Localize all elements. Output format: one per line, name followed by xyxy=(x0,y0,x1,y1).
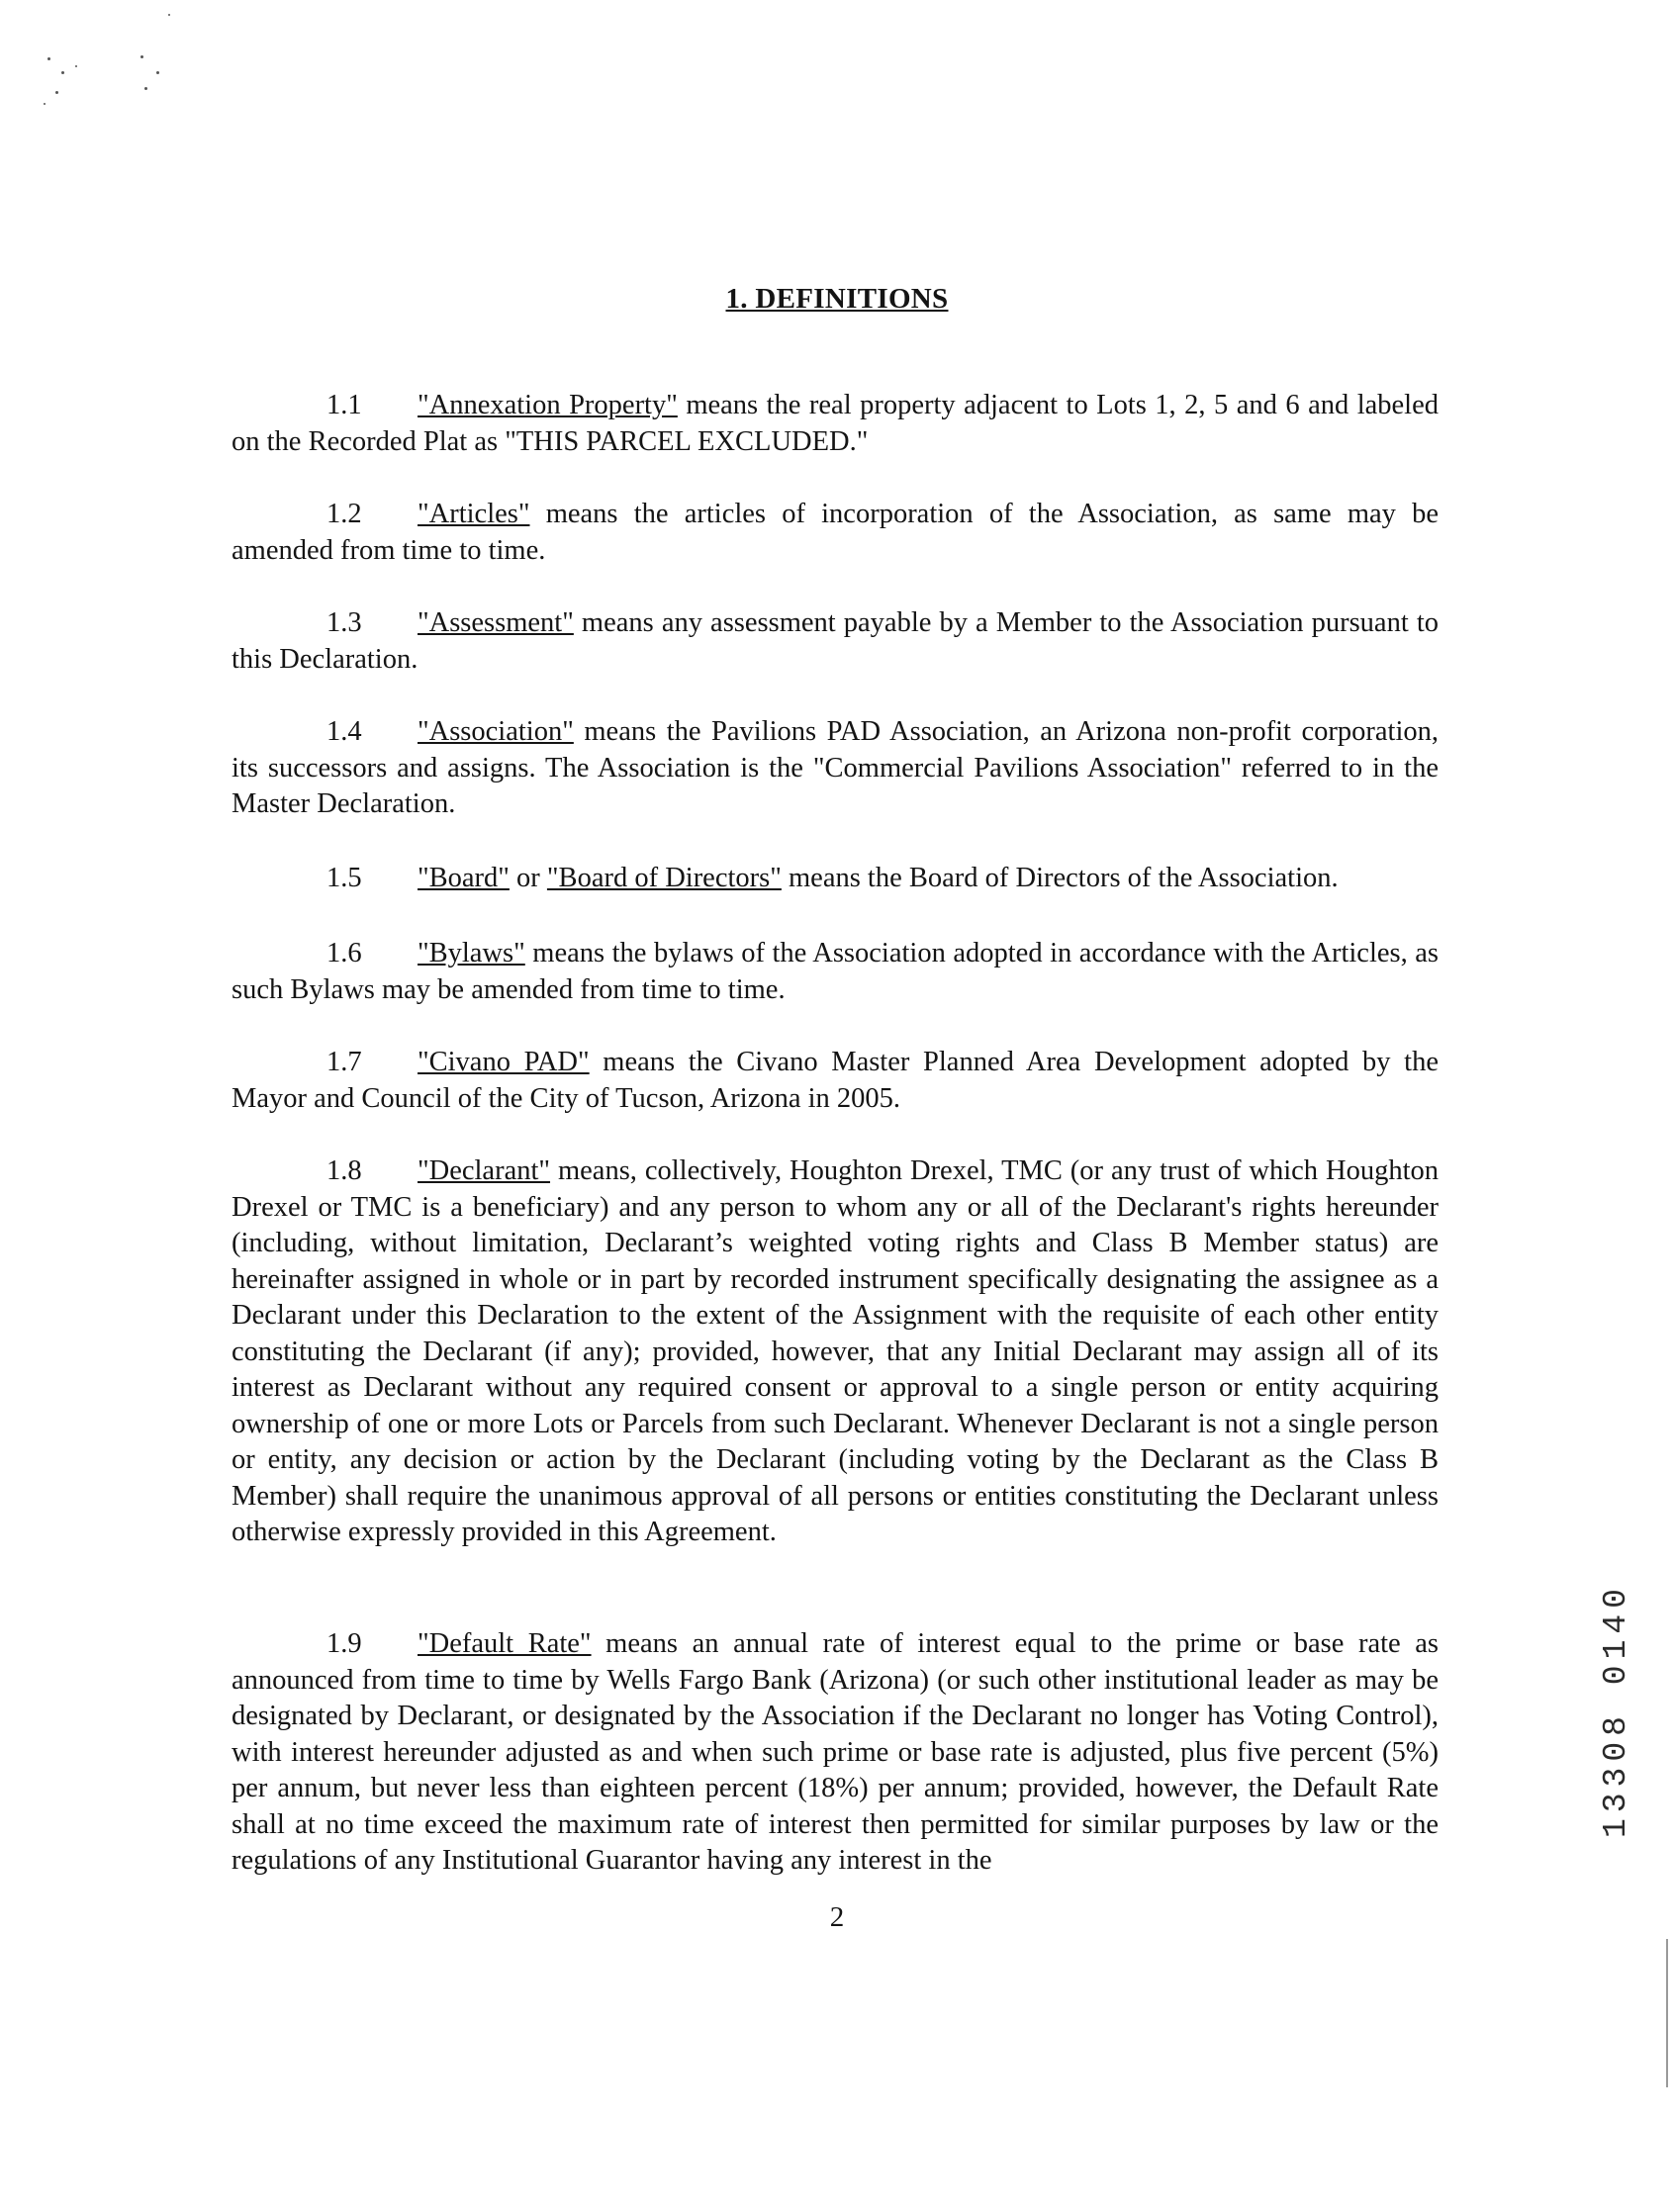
scan-speck xyxy=(144,87,147,90)
definition-number: 1.7 xyxy=(326,1047,362,1077)
recording-number-stamp: 13308 0140 xyxy=(1598,1583,1634,1839)
scan-speck xyxy=(140,55,143,58)
defined-term: "Declarant" xyxy=(418,1155,551,1186)
defined-term: "Default Rate" xyxy=(418,1628,592,1659)
definition-text: means an annual rate of interest equal to the prime or base rate as announced from time to time by Wells Fargo Bank (Arizona) (or such other institutional leader as may be designated by Declarant, or designated by the Association if the Declarant no longer has Voting Control), with interest hereunder adjusted as and when such prime or base rate is adjusted, plus five percent (5%) per annum, but never less than eighteen percent (18%) per annum; provided, however, the Default Rate shall at no time exceed the maximum rate of interest then permitted for similar purposes by law or the regulations of any Institutional Guarantor having any interest in the xyxy=(232,1628,1439,1876)
defined-term: "Association" xyxy=(418,716,574,747)
definition-text: means the real property adjacent to Lots 1, 2, 5 and 6 and labeled on the Recorded Plat as "THIS PARCEL EXCLUDED." xyxy=(232,390,1439,457)
definition-number: 1.1 xyxy=(326,390,362,420)
scan-speck xyxy=(55,91,58,94)
scan-edge-line xyxy=(1666,1939,1668,2087)
definition-text: means the Board of Directors of the Association. xyxy=(781,863,1339,893)
defined-term: "Civano PAD" xyxy=(418,1047,590,1077)
section-heading: 1. DEFINITIONS xyxy=(725,283,949,315)
definition-1-4 xyxy=(232,714,1439,823)
definition-1-5 xyxy=(232,861,1439,897)
scan-speck xyxy=(44,103,46,105)
defined-term: "Articles" xyxy=(418,499,530,529)
definition-1-6 xyxy=(232,936,1439,1008)
definition-number: 1.2 xyxy=(326,499,362,529)
defined-term: "Board" xyxy=(418,863,510,893)
definition-1-3 xyxy=(232,605,1439,678)
definition-text: means the Civano Master Planned Area Development adopted by the Mayor and Council of the City of Tucson, Arizona in 2005. xyxy=(232,1047,1439,1114)
defined-term: "Assessment" xyxy=(418,607,574,638)
definition-number: 1.4 xyxy=(326,716,362,747)
definition-text: means the articles of incorporation of the Association, as same may be amended from time to time. xyxy=(232,499,1439,566)
definition-1-7 xyxy=(232,1045,1439,1117)
defined-term-alt: "Board of Directors" xyxy=(546,863,782,893)
scan-speck xyxy=(168,14,170,16)
page-number: 2 xyxy=(829,1901,845,1933)
scan-speck xyxy=(47,57,50,60)
definition-number: 1.9 xyxy=(326,1628,362,1659)
definition-1-1 xyxy=(232,388,1439,460)
definition-1-9 xyxy=(232,1626,1439,1880)
scan-speck xyxy=(156,71,159,74)
scan-speck xyxy=(75,65,77,67)
definition-text: means, collectively, Houghton Drexel, TMC (or any trust of which Houghton Drexel or TMC is a beneficiary) and any person to whom any or all of the Declarant's rights hereunder (including, without limitation, Declarant’s weighted voting rights and Class B Member status) are hereinafter assigned in whole or in part by recorded instrument specifically designating the assignee as a Declarant under this Declaration to the extent of the Assignment with the requisite of each other entity constituting the Declarant (if any); provided, however, that any Initial Declarant may assign all of its interest as Declarant without any required consent or approval to a single person or entity acquiring ownership of one or more Lots or Parcels from such Declarant. Whenever Declarant is not a single person or entity, any decision or action by the Declarant (including voting by the Declarant as the Class B Member) shall require the unanimous approval of all persons or entities constituting the Declarant unless otherwise expressly provided in this Agreement. xyxy=(232,1155,1439,1547)
definition-number: 1.5 xyxy=(326,863,362,893)
definition-connector: or xyxy=(509,863,547,893)
definition-text: means any assessment payable by a Member to the Association pursuant to this Declaration. xyxy=(232,607,1439,675)
definition-text: means the Pavilions PAD Association, an Arizona non-profit corporation, its successors and assigns. The Association is the "Commercial Pavilions Association" referred to in the Master Declaration. xyxy=(232,716,1439,819)
definition-text: means the bylaws of the Association adopted in accordance with the Articles, as such Bylaws may be amended from time to time. xyxy=(232,938,1439,1005)
defined-term: "Bylaws" xyxy=(418,938,525,968)
definition-number: 1.8 xyxy=(326,1155,362,1186)
definition-1-8 xyxy=(232,1153,1439,1551)
definition-number: 1.6 xyxy=(326,938,362,968)
definition-number: 1.3 xyxy=(326,607,362,638)
scan-speck xyxy=(61,71,64,74)
defined-term: "Annexation Property" xyxy=(418,390,678,420)
definition-1-2 xyxy=(232,497,1439,569)
